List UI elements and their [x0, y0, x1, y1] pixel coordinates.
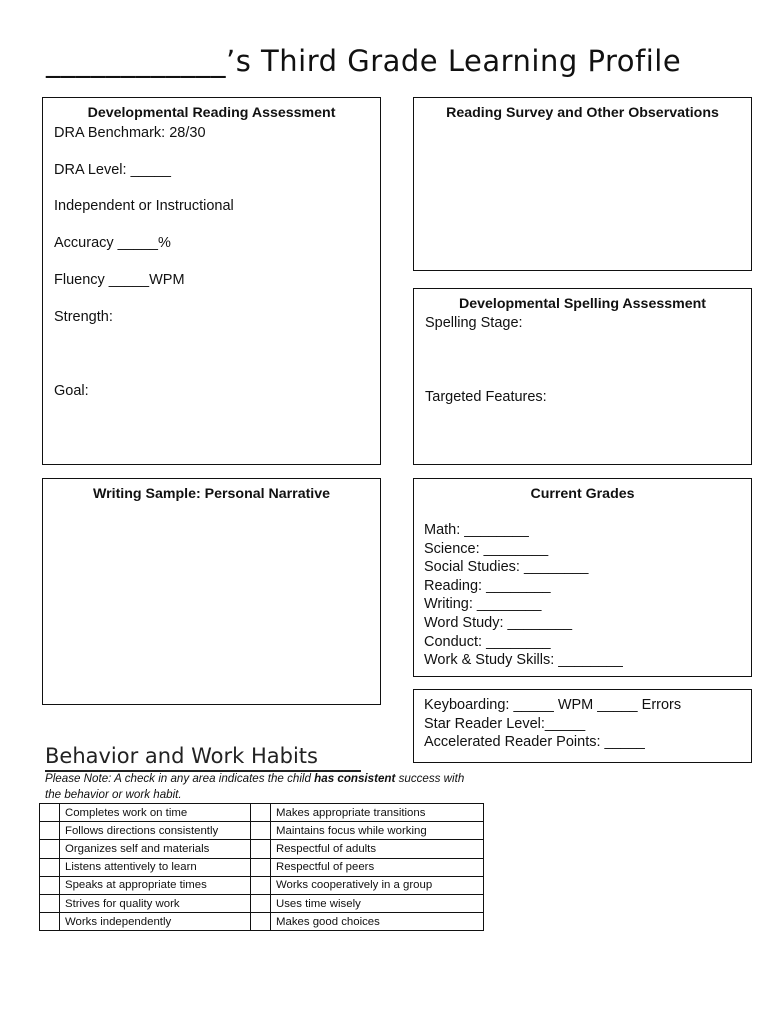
habit-checkbox[interactable]	[40, 894, 60, 912]
grade-social-studies[interactable]: Social Studies: ________	[424, 559, 589, 576]
keyboarding-box	[413, 689, 752, 763]
habits-note-text-end: success with the behavior or work habit.	[45, 772, 465, 801]
accelerated-reader-points-field[interactable]: Accelerated Reader Points: _____	[424, 734, 645, 751]
habit-checkbox[interactable]	[251, 894, 271, 912]
habit-cell: Completes work on time	[60, 804, 251, 822]
habit-checkbox[interactable]	[251, 913, 271, 931]
grade-conduct[interactable]: Conduct: ________	[424, 633, 551, 650]
dra-heading: Developmental Reading Assessment	[87, 105, 336, 121]
habit-checkbox[interactable]	[40, 840, 60, 858]
star-reader-level-field[interactable]: Star Reader Level:_____	[424, 715, 586, 732]
writing-sample-heading: Writing Sample: Personal Narrative	[92, 486, 331, 502]
grade-work-study-skills[interactable]: Work & Study Skills: ________	[424, 652, 623, 669]
page-title: ____________’s Third Grade Learning Profile	[46, 44, 682, 78]
grade-reading[interactable]: Reading: ________	[424, 577, 551, 594]
habit-cell: Organizes self and materials	[60, 840, 251, 858]
grade-math[interactable]: Math: ________	[424, 522, 529, 538]
table-row	[40, 876, 484, 894]
writing-sample-box	[42, 478, 381, 705]
habit-checkbox[interactable]	[40, 822, 60, 840]
habit-checkbox[interactable]	[251, 822, 271, 840]
spelling-box	[413, 288, 752, 465]
habit-cell: Uses time wisely	[271, 894, 484, 912]
habit-cell: Makes appropriate transitions	[271, 804, 484, 822]
current-grades-heading: Current Grades	[530, 486, 635, 502]
habits-table	[39, 803, 484, 931]
keyboarding-list	[424, 696, 681, 752]
dra-independent-or-instructional: Independent or Instructional	[54, 198, 234, 214]
habit-checkbox[interactable]	[251, 858, 271, 876]
grades-list	[424, 521, 623, 670]
reading-survey-heading: Reading Survey and Other Observations	[446, 105, 719, 121]
dra-accuracy-field[interactable]: Accuracy _____%	[54, 235, 171, 251]
habit-cell: Strives for quality work	[60, 894, 251, 912]
habit-cell: Maintains focus while working	[271, 822, 484, 840]
habit-cell: Respectful of adults	[271, 840, 484, 858]
habit-cell: Speaks at appropriate times	[60, 876, 251, 894]
habits-note-bold: has consistent	[314, 772, 396, 785]
habits-heading: Behavior and Work Habits	[45, 744, 318, 768]
keyboarding-field[interactable]: Keyboarding: _____ WPM _____ Errors	[424, 697, 682, 713]
habits-note-text: Please Note: A check in any area indicates the child	[45, 772, 315, 785]
table-row	[40, 858, 484, 876]
table-row	[40, 894, 484, 912]
habit-checkbox[interactable]	[40, 876, 60, 894]
dra-goal-label: Goal:	[54, 383, 89, 399]
habit-checkbox[interactable]	[40, 804, 60, 822]
table-row	[40, 822, 484, 840]
habit-cell: Follows directions consistently	[60, 822, 251, 840]
habit-cell: Works independently	[60, 913, 251, 931]
habits-note	[45, 771, 475, 802]
habit-checkbox[interactable]	[251, 840, 271, 858]
dra-strength-label: Strength:	[54, 309, 113, 325]
table-row	[40, 840, 484, 858]
current-grades-box	[413, 478, 752, 677]
grade-word-study[interactable]: Word Study: ________	[424, 614, 573, 631]
dra-fluency-field[interactable]: Fluency _____WPM	[54, 272, 185, 288]
habit-cell: Makes good choices	[271, 913, 484, 931]
dra-level-field[interactable]: DRA Level: _____	[54, 162, 171, 178]
habit-cell: Respectful of peers	[271, 858, 484, 876]
dra-box	[42, 97, 381, 465]
habit-checkbox[interactable]	[251, 876, 271, 894]
targeted-features-label: Targeted Features:	[425, 389, 547, 405]
spelling-stage-label: Spelling Stage:	[425, 315, 523, 331]
habit-checkbox[interactable]	[40, 858, 60, 876]
table-row	[40, 913, 484, 931]
table-row	[40, 804, 484, 822]
grade-writing[interactable]: Writing: ________	[424, 596, 542, 613]
reading-survey-box	[413, 97, 752, 271]
grade-science[interactable]: Science: ________	[424, 540, 549, 557]
spelling-heading: Developmental Spelling Assessment	[458, 296, 707, 312]
habit-cell: Works cooperatively in a group	[271, 876, 484, 894]
habit-cell: Listens attentively to learn	[60, 858, 251, 876]
habit-checkbox[interactable]	[251, 804, 271, 822]
habit-checkbox[interactable]	[40, 913, 60, 931]
dra-benchmark: DRA Benchmark: 28/30	[54, 125, 206, 141]
